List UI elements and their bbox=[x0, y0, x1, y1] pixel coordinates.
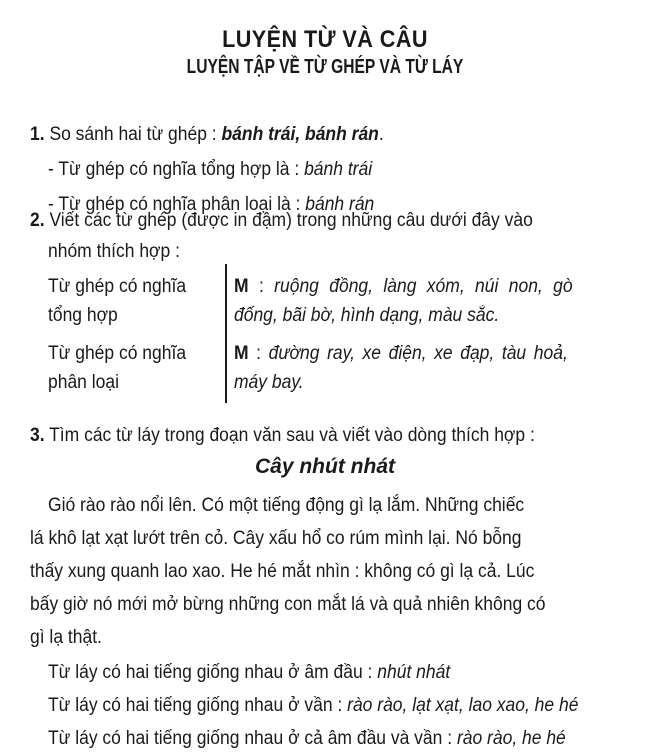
examples-line bbox=[234, 342, 568, 366]
period: . bbox=[378, 124, 384, 145]
exercise-number: 1. bbox=[30, 124, 45, 145]
answer-label: Từ láy có hai tiếng giống nhau ở cả âm đầu và vần : bbox=[48, 728, 457, 749]
answer-label: Từ láy có hai tiếng giống nhau ở âm đầu : bbox=[48, 662, 378, 683]
story-line: lá khô lạt xạt lướt trên cỏ. Cây xấu hổ co rúm mình lại. Nó bỗng bbox=[30, 528, 522, 549]
answer-value: bánh rán bbox=[305, 194, 375, 215]
answer-value: nhút nhát bbox=[377, 662, 451, 683]
compared-words: bánh trái, bánh rán bbox=[221, 124, 379, 145]
examples: đống, bãi bờ, hình dạng, màu sắc. bbox=[234, 305, 500, 326]
exercise-1-prompt bbox=[30, 123, 384, 147]
examples-line bbox=[234, 275, 573, 299]
examples: đường ray, xe điện, xe đạp, tàu hoả, bbox=[268, 343, 568, 364]
exercise-2-prompt-line-1 bbox=[30, 209, 533, 233]
examples: máy bay. bbox=[234, 372, 304, 393]
prompt-text: nhóm thích hợp : bbox=[48, 241, 180, 262]
examples-line bbox=[234, 304, 499, 328]
answer-label: - Từ ghép có nghĩa tổng hợp là : bbox=[48, 159, 305, 180]
story-title: Cây nhút nhát bbox=[255, 455, 395, 478]
exercise-3-answer-2 bbox=[48, 694, 578, 718]
answer-label: Từ láy có hai tiếng giống nhau ở vần : bbox=[48, 695, 348, 716]
answer-value: rào rào, he hé bbox=[456, 728, 566, 749]
exercise-3-answer-1 bbox=[48, 661, 450, 685]
answer-label: - Từ ghép có nghĩa phân loại là : bbox=[48, 194, 306, 215]
story-line: bấy giờ nó mới mở bừng những con mắt lá và quả nhiên không có bbox=[30, 594, 546, 615]
story-line: thấy xung quanh lao xao. He hé mắt nhìn : không có gì lạ cả. Lúc bbox=[30, 561, 535, 582]
category-line: tổng hợp bbox=[48, 305, 118, 326]
category-line: Từ ghép có nghĩa bbox=[48, 343, 187, 364]
separator: : bbox=[248, 276, 275, 297]
exercise-2-prompt-line-2 bbox=[48, 240, 180, 264]
exercise-3-prompt bbox=[30, 424, 535, 448]
marker: M bbox=[234, 343, 249, 364]
exercise-3-answer-3 bbox=[48, 727, 566, 751]
exercise-number: 2. bbox=[30, 210, 45, 231]
examples: ruộng đồng, làng xóm, núi non, gò bbox=[274, 276, 573, 297]
answer-value: rào rào, lạt xạt, lao xao, he hé bbox=[347, 695, 579, 716]
exercise-1-answer-1 bbox=[48, 158, 372, 182]
prompt-text: Viết các từ ghép (được in đậm) trong những câu dưới đây vào bbox=[49, 210, 533, 231]
prompt-text: So sánh hai từ ghép : bbox=[49, 124, 222, 145]
story-line: gì lạ thật. bbox=[30, 627, 102, 648]
exercise-number: 3. bbox=[30, 425, 45, 446]
examples-line bbox=[234, 371, 304, 395]
answer-value: bánh trái bbox=[304, 159, 373, 180]
lesson-title: LUYỆN TỪ VÀ CÂU bbox=[222, 26, 428, 53]
prompt-text: Tìm các từ láy trong đoạn văn sau và viết vào dòng thích hợp : bbox=[49, 425, 535, 446]
lesson-subtitle: LUYỆN TẬP VỀ TỪ GHÉP VÀ TỪ LÁY bbox=[186, 56, 464, 78]
separator: : bbox=[248, 343, 269, 364]
story-line: Gió rào rào nổi lên. Có một tiếng động gì lạ lắm. Những chiếc bbox=[48, 495, 525, 516]
category-line: phân loại bbox=[48, 372, 119, 393]
marker: M bbox=[234, 276, 249, 297]
table-divider bbox=[225, 264, 227, 403]
category-line: Từ ghép có nghĩa bbox=[48, 276, 187, 297]
